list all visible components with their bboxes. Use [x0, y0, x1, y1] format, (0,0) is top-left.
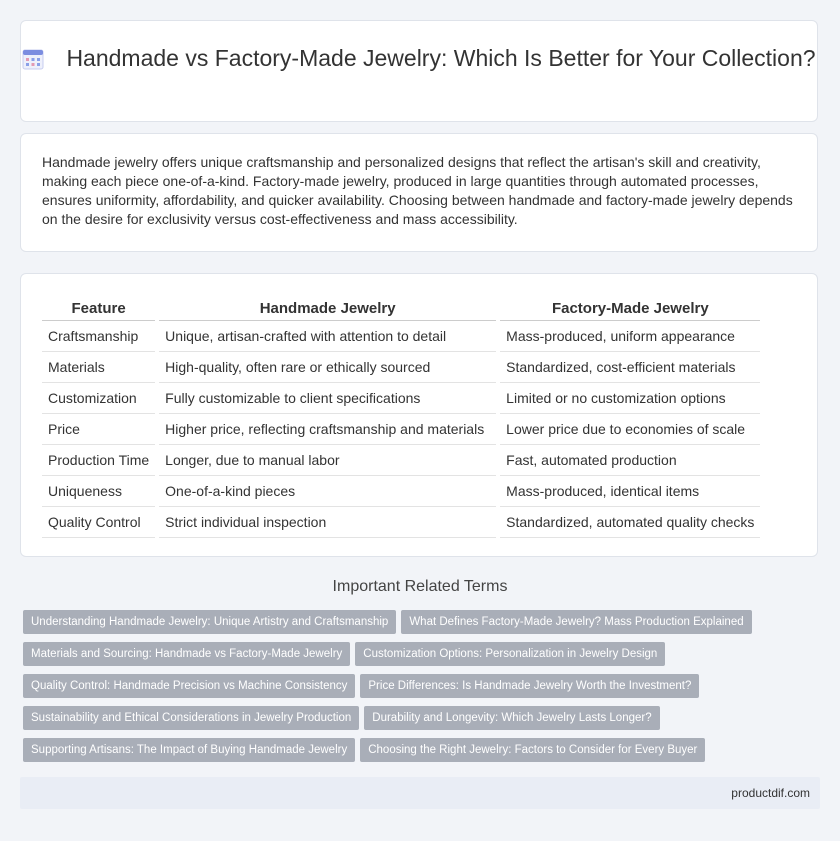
cell-feature: Uniqueness: [42, 476, 155, 507]
cell-handmade: Unique, artisan-crafted with attention to detail: [159, 321, 496, 352]
related-term-link[interactable]: Price Differences: Is Handmade Jewelry Worth the Investment?: [360, 674, 699, 698]
related-term-link[interactable]: Customization Options: Personalization in Jewelry Design: [355, 642, 665, 666]
related-terms-list: [23, 610, 823, 770]
intro-paragraph: Handmade jewelry offers unique craftsmanship and personalized designs that reflect the artisan's skill and creativity, making each piece one-of-a-kind. Factory-made jewelry, produced in large quantities through automated processes, ensures uniformity, affordability, and quicker availability. Choosing between handmade and factory-made jewelry depends on the desire for exclusivity versus cost-effectiveness and mass accessibility.: [42, 154, 793, 227]
table-header-row: [42, 296, 760, 321]
cell-feature: Craftsmanship: [42, 321, 155, 352]
cell-handmade: High-quality, often rare or ethically sourced: [159, 352, 496, 383]
related-term-link[interactable]: Sustainability and Ethical Considerations in Jewelry Production: [23, 706, 359, 730]
cell-factory: Fast, automated production: [500, 445, 760, 476]
cell-feature: Price: [42, 414, 155, 445]
page-title: [21, 43, 817, 73]
cell-factory: Mass-produced, identical items: [500, 476, 760, 507]
related-term-link[interactable]: Quality Control: Handmade Precision vs Machine Consistency: [23, 674, 355, 698]
related-term-link[interactable]: What Defines Factory-Made Jewelry? Mass Production Explained: [401, 610, 751, 634]
intro-card: [20, 133, 818, 252]
table-row: [42, 414, 760, 445]
calendar-grid-icon: [22, 48, 44, 70]
table-row: [42, 352, 760, 383]
header-feature: Feature: [42, 296, 155, 321]
footer-site: productdif.com: [731, 786, 810, 800]
table-row: [42, 445, 760, 476]
footer: [20, 777, 820, 809]
cell-factory: Lower price due to economies of scale: [500, 414, 760, 445]
tag-row: [23, 674, 823, 706]
cell-feature: Materials: [42, 352, 155, 383]
table-row: [42, 476, 760, 507]
tag-row: [23, 610, 823, 642]
tag-row: [23, 706, 823, 738]
related-terms-title: Important Related Terms: [332, 578, 508, 595]
table-row: [42, 507, 760, 538]
related-term-link[interactable]: Choosing the Right Jewelry: Factors to Consider for Every Buyer: [360, 738, 705, 762]
cell-feature: Quality Control: [42, 507, 155, 538]
table-row: [42, 321, 760, 352]
header-factory: Factory-Made Jewelry: [500, 296, 760, 321]
related-term-link[interactable]: Durability and Longevity: Which Jewelry Lasts Longer?: [364, 706, 659, 730]
cell-handmade: Fully customizable to client specifications: [159, 383, 496, 414]
cell-feature: Production Time: [42, 445, 155, 476]
header-card: [20, 20, 818, 122]
related-term-link[interactable]: Materials and Sourcing: Handmade vs Factory-Made Jewelry: [23, 642, 350, 666]
comparison-card: [20, 273, 818, 557]
cell-handmade: Strict individual inspection: [159, 507, 496, 538]
page-title-text: Handmade vs Factory-Made Jewelry: Which Is Better for Your Collection?: [66, 45, 816, 71]
cell-handmade: Higher price, reflecting craftsmanship and materials: [159, 414, 496, 445]
tag-row: [23, 642, 823, 674]
cell-factory: Mass-produced, uniform appearance: [500, 321, 760, 352]
cell-factory: Limited or no customization options: [500, 383, 760, 414]
cell-factory: Standardized, automated quality checks: [500, 507, 760, 538]
cell-handmade: One-of-a-kind pieces: [159, 476, 496, 507]
related-term-link[interactable]: Understanding Handmade Jewelry: Unique Artistry and Craftsmanship: [23, 610, 396, 634]
cell-handmade: Longer, due to manual labor: [159, 445, 496, 476]
tag-row: [23, 738, 823, 770]
related-term-link[interactable]: Supporting Artisans: The Impact of Buying Handmade Jewelry: [23, 738, 355, 762]
table-row: [42, 383, 760, 414]
cell-feature: Customization: [42, 383, 155, 414]
header-handmade: Handmade Jewelry: [159, 296, 496, 321]
cell-factory: Standardized, cost-efficient materials: [500, 352, 760, 383]
comparison-table: [42, 296, 760, 538]
